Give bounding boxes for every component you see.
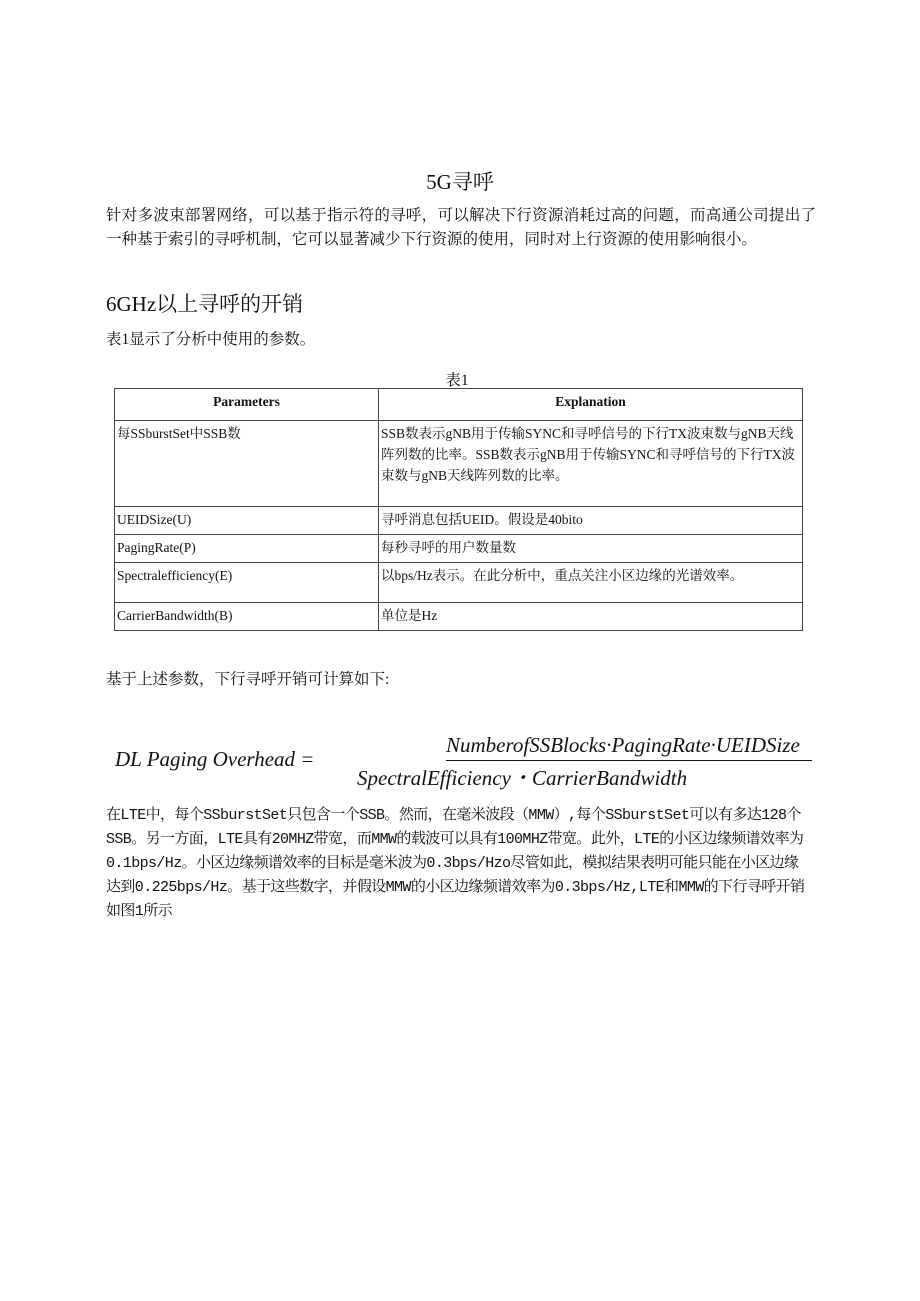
header-explanation: Explanation — [379, 389, 803, 421]
param-cell: UEIDSize(U) — [115, 507, 379, 535]
intro-paragraph: 针对多波束部署网络，可以基于指示符的寻呼，可以解决下行资源消耗过高的问题，而高通公司提出了一种基于索引的寻呼机制，它可以显著减少下行资源的使用，同时对上行资源的使用影响很小。 — [106, 207, 816, 248]
header-parameters: Parameters — [115, 389, 379, 421]
explanation-cell: 寻呼消息包括UEID。假设是40bito — [379, 507, 803, 535]
param-cell: Spectralefficiency(E) — [115, 563, 379, 603]
table-row — [115, 421, 803, 507]
table-caption: 表1 — [445, 372, 469, 389]
table-row — [115, 535, 803, 563]
table-row — [115, 603, 803, 631]
param-cell: PagingRate(P) — [115, 535, 379, 563]
explanation-cell: 以bps/Hz表示。在此分析中，重点关注小区边缘的光谱效率。 — [379, 563, 803, 603]
table-row — [115, 563, 803, 603]
explanation-cell: 每秒寻呼的用户数量数 — [379, 535, 803, 563]
page-title: 5G寻呼 — [426, 170, 494, 194]
section-heading: 6GHz以上寻呼的开销 — [106, 292, 304, 316]
param-cell: 每SSburstSet中SSB数 — [115, 421, 379, 507]
table-header-row — [115, 389, 803, 421]
formula-lhs: DL Paging Overhead = — [115, 747, 315, 771]
formula-denominator: SpectralEfficiency・CarrierBandwidth — [357, 766, 688, 790]
explanation-cell: 单位是Hz — [379, 603, 803, 631]
explanation-cell: SSB数表示gNB用于传输SYNC和寻呼信号的下行TX波束数与gNB天线阵列数的比率。SSB数表示gNB用于传输SYNC和寻呼信号的下行TX波束数与gNB天线阵列数的比率。 — [379, 421, 803, 507]
formula-intro: 基于上述参数，下行寻呼开销可计算如下: — [106, 671, 390, 688]
body-paragraph: 在LTE中，每个SSburstSet只包含一个SSB。然而，在毫米波段（MMW）,每个SSburstSet可以有多达128个SSB。另一方面，LTE具有20MHZ带宽，而MMW的载波可以具有100MHZ带宽。此外，LTE的小区边缘频谱效率为0.1bps/Hz。小区边缘频谱效率的目标是毫米波为0.3bps/Hzo尽管如此，模拟结果表明可能只能在小区边缘达到0.225bps/Hz。基于这些数字，并假设MMW的小区边缘频谱效率为0.3bps/Hz,LTE和MMW的下行寻呼开销如图1所示 — [106, 807, 805, 920]
fraction-bar — [446, 760, 812, 761]
parameters-table — [114, 388, 803, 631]
table-intro: 表1显示了分析中使用的参数。 — [106, 331, 316, 348]
table-row — [115, 507, 803, 535]
formula-numerator: NumberofSSBlocks·PagingRate·UEIDSize — [446, 733, 800, 757]
param-cell: CarrierBandwidth(B) — [115, 603, 379, 631]
